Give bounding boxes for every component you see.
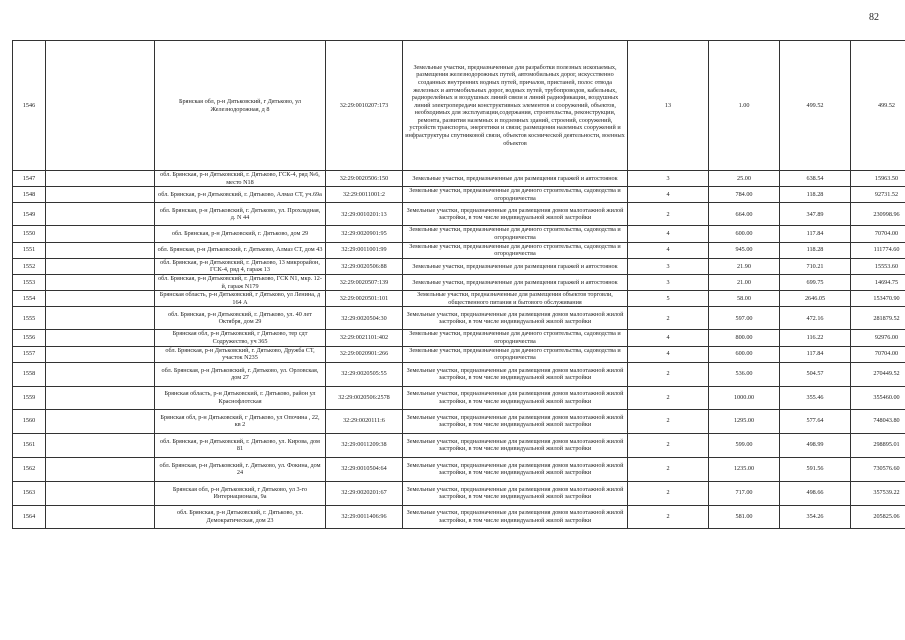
- use-code-cell: 2: [628, 433, 709, 457]
- row-number: 1548: [13, 187, 46, 203]
- table-row: [13, 386, 905, 409]
- row-number: 1561: [13, 433, 46, 457]
- address-cell: обл. Брянская, р-н Дятьковский, г. Дятьково, Алмаз СТ, уч.69а: [155, 187, 326, 203]
- specific-value-cell: 117.84: [780, 346, 851, 362]
- cadastral-value-cell: 70704.00: [851, 346, 905, 362]
- land-use-cell: Земельные участки, предназначенные для размещения гаражей и автостоянок: [403, 274, 628, 290]
- land-use-cell: Земельные участки, предназначенные для размещения домов малоэтажной жилой застройки, в том числе индивидуальной жилой застройки: [403, 203, 628, 226]
- address-cell: обл. Брянская, р-н Дятьковский, г. Дятьково, ГСК-4, ряд №6, место N18: [155, 171, 326, 187]
- cadastral-number-cell: 32:29:0010201:13: [326, 203, 403, 226]
- cadastral-number-cell: 32:29:0020506:2578: [326, 386, 403, 409]
- cadastral-number-cell: 32:29:0010207:173: [326, 41, 403, 171]
- specific-value-cell: 638.54: [780, 171, 851, 187]
- address-cell: обл. Брянская, р-н Дятьковский, г. Дятьково, Алмаз СТ, дом 43: [155, 242, 326, 258]
- specific-value-cell: 2646.05: [780, 291, 851, 307]
- use-code-cell: 2: [628, 505, 709, 528]
- specific-value-cell: 118.28: [780, 187, 851, 203]
- use-code-cell: 2: [628, 362, 709, 386]
- table-row: [13, 171, 905, 187]
- address-cell: Брянская обл, р-н Дятьковский, г Дятьково, ул Железнодорожная, д 8: [155, 41, 326, 171]
- address-cell: обл. Брянская, р-н Дятьковский, г. Дятьково, 13 микрорайон, ГСК-4, ряд 4, гараж 13: [155, 258, 326, 274]
- row-number: 1555: [13, 307, 46, 330]
- use-code-cell: 5: [628, 291, 709, 307]
- use-code-cell: 4: [628, 187, 709, 203]
- blank-cell: [46, 433, 155, 457]
- table-row: [13, 187, 905, 203]
- address-cell: Брянская обл, р-н Дятьковский, г Дятьково, ул Опочина , 22, кв 2: [155, 409, 326, 433]
- table-row: [13, 346, 905, 362]
- cadastral-value-cell: 298895.01: [851, 433, 905, 457]
- area-cell: 599.00: [709, 433, 780, 457]
- blank-cell: [46, 171, 155, 187]
- row-number: 1556: [13, 330, 46, 346]
- land-use-cell: Земельные участки, предназначенные для размещения домов малоэтажной жилой застройки, в том числе индивидуальной жилой застройки: [403, 481, 628, 505]
- area-cell: 58.00: [709, 291, 780, 307]
- cadastral-number-cell: 32:29:0020506:88: [326, 258, 403, 274]
- page-number: 82: [869, 12, 879, 23]
- row-number: 1560: [13, 409, 46, 433]
- land-use-cell: Земельные участки, предназначенные для размещения домов малоэтажной жилой застройки, в том числе индивидуальной жилой застройки: [403, 457, 628, 481]
- area-cell: 1295.00: [709, 409, 780, 433]
- specific-value-cell: 498.99: [780, 433, 851, 457]
- area-cell: 1000.00: [709, 386, 780, 409]
- address-cell: обл. Брянская, р-н Дятьковский, г. Дятьково, дом 29: [155, 226, 326, 242]
- address-cell: Брянская обл, р-н Дятьковский, г Дятьково, тер сдт Содружество, уч 365: [155, 330, 326, 346]
- table-row: [13, 457, 905, 481]
- specific-value-cell: 504.57: [780, 362, 851, 386]
- blank-cell: [46, 291, 155, 307]
- use-code-cell: 4: [628, 242, 709, 258]
- use-code-cell: 2: [628, 481, 709, 505]
- cadastral-value-cell: 281879.52: [851, 307, 905, 330]
- table-row: [13, 481, 905, 505]
- row-number: 1550: [13, 226, 46, 242]
- specific-value-cell: 699.75: [780, 274, 851, 290]
- land-use-cell: Земельные участки, предназначенные для размещения объектов торговли, общественного питания и бытового обслуживания: [403, 291, 628, 307]
- specific-value-cell: 499.52: [780, 41, 851, 171]
- row-number: 1547: [13, 171, 46, 187]
- area-cell: 945.00: [709, 242, 780, 258]
- use-code-cell: 4: [628, 226, 709, 242]
- address-cell: Брянская обл, р-н Дятьковский, г Дятьково, ул 3-го Интернационала, 9а: [155, 481, 326, 505]
- land-use-cell: Земельные участки, предназначенные для дачного строительства, садоводства и огородничества: [403, 187, 628, 203]
- blank-cell: [46, 274, 155, 290]
- cadastral-value-cell: 357539.22: [851, 481, 905, 505]
- table-row: [13, 409, 905, 433]
- specific-value-cell: 116.22: [780, 330, 851, 346]
- address-cell: обл. Брянская, р-н Дятьковский, г. Дятьково, ул. Демократическая, дом 23: [155, 505, 326, 528]
- specific-value-cell: 355.46: [780, 386, 851, 409]
- blank-cell: [46, 362, 155, 386]
- area-cell: 664.00: [709, 203, 780, 226]
- cadastral-number-cell: 32:29:0021101:402: [326, 330, 403, 346]
- row-number: 1546: [13, 41, 46, 171]
- table-row: [13, 274, 905, 290]
- specific-value-cell: 577.64: [780, 409, 851, 433]
- row-number: 1562: [13, 457, 46, 481]
- cadastral-number-cell: 32:29:0020901:266: [326, 346, 403, 362]
- row-number: 1551: [13, 242, 46, 258]
- blank-cell: [46, 187, 155, 203]
- area-cell: 25.00: [709, 171, 780, 187]
- cadastral-value-cell: 748043.80: [851, 409, 905, 433]
- land-use-cell: Земельные участки, предназначенные для размещения домов малоэтажной жилой застройки, в том числе индивидуальной жилой застройки: [403, 505, 628, 528]
- land-use-cell: Земельные участки, предназначенные для дачного строительства, садоводства и огородничества: [403, 242, 628, 258]
- area-cell: 21.00: [709, 274, 780, 290]
- area-cell: 784.00: [709, 187, 780, 203]
- address-cell: обл. Брянская, р-н Дятьковский, г. Дятьково, ул. Орловская, дом 27: [155, 362, 326, 386]
- specific-value-cell: 591.56: [780, 457, 851, 481]
- land-use-cell: Земельные участки, предназначенные для размещения гаражей и автостоянок: [403, 171, 628, 187]
- blank-cell: [46, 307, 155, 330]
- land-use-cell: Земельные участки, предназначенные для размещения домов малоэтажной жилой застройки, в том числе индивидуальной жилой застройки: [403, 409, 628, 433]
- cadastral-number-cell: 32:29:0011406:96: [326, 505, 403, 528]
- cadastral-number-cell: 32:29:0020201:67: [326, 481, 403, 505]
- use-code-cell: 2: [628, 307, 709, 330]
- row-number: 1557: [13, 346, 46, 362]
- table-row: [13, 362, 905, 386]
- blank-cell: [46, 242, 155, 258]
- specific-value-cell: 710.21: [780, 258, 851, 274]
- blank-cell: [46, 481, 155, 505]
- blank-cell: [46, 258, 155, 274]
- address-cell: обл. Брянская, р-н Дятьковский, г. Дятьково, ул. 40 лет Октября, дом 29: [155, 307, 326, 330]
- cadastral-number-cell: 32:29:0020506:150: [326, 171, 403, 187]
- area-cell: 600.00: [709, 226, 780, 242]
- land-use-cell: Земельные участки, предназначенные для размещения домов малоэтажной жилой застройки, в том числе индивидуальной жилой застройки: [403, 362, 628, 386]
- use-code-cell: 3: [628, 274, 709, 290]
- area-cell: 581.00: [709, 505, 780, 528]
- specific-value-cell: 472.16: [780, 307, 851, 330]
- blank-cell: [46, 346, 155, 362]
- area-cell: 800.00: [709, 330, 780, 346]
- cadastral-value-cell: 230998.96: [851, 203, 905, 226]
- row-number: 1552: [13, 258, 46, 274]
- blank-cell: [46, 386, 155, 409]
- use-code-cell: 2: [628, 457, 709, 481]
- use-code-cell: 4: [628, 346, 709, 362]
- table-row: [13, 330, 905, 346]
- land-use-cell: Земельные участки, предназначенные для дачного строительства, садоводства и огородничества: [403, 226, 628, 242]
- row-number: 1564: [13, 505, 46, 528]
- address-cell: обл. Брянская, р-н Дятьковский, г. Дятьково, ул. Фокина, дом 24: [155, 457, 326, 481]
- cadastral-number-cell: 32:29:0020901:95: [326, 226, 403, 242]
- cadastral-value-cell: 205825.06: [851, 505, 905, 528]
- blank-cell: [46, 203, 155, 226]
- address-cell: обл. Брянская, р-н Дятьковский, г. Дятьково, ул. Кирова, дом 81: [155, 433, 326, 457]
- address-cell: обл. Брянская, р-н Дятьковский, г. Дятьково, ГСК N1, мкр. 12-й, гараж N179: [155, 274, 326, 290]
- cadastral-number-cell: 32:29:0020505:55: [326, 362, 403, 386]
- land-use-cell: Земельные участки, предназначенные для размещения гаражей и автостоянок: [403, 258, 628, 274]
- blank-cell: [46, 41, 155, 171]
- cadastral-number-cell: 32:29:0011209:38: [326, 433, 403, 457]
- use-code-cell: 2: [628, 409, 709, 433]
- cadastral-value-cell: 14694.75: [851, 274, 905, 290]
- specific-value-cell: 118.28: [780, 242, 851, 258]
- use-code-cell: 3: [628, 171, 709, 187]
- cadastral-value-cell: 92731.52: [851, 187, 905, 203]
- area-cell: 1.00: [709, 41, 780, 171]
- blank-cell: [46, 409, 155, 433]
- cadastral-value-cell: 499.52: [851, 41, 905, 171]
- cadastral-value-cell: 92976.00: [851, 330, 905, 346]
- area-cell: 717.00: [709, 481, 780, 505]
- cadastral-value-cell: 15553.60: [851, 258, 905, 274]
- cadastral-value-cell: 111774.60: [851, 242, 905, 258]
- area-cell: 600.00: [709, 346, 780, 362]
- table-row: [13, 307, 905, 330]
- address-cell: Брянская область, р-н Дятьковский, г Дятьково, ул Ленина, д 164 А: [155, 291, 326, 307]
- table-row: [13, 41, 905, 171]
- land-use-cell: Земельные участки, предназначенные для дачного строительства, садоводства и огородничества: [403, 330, 628, 346]
- land-use-cell: Земельные участки, предназначенные для размещения домов малоэтажной жилой застройки, в том числе индивидуальной жилой застройки: [403, 307, 628, 330]
- table-row: [13, 258, 905, 274]
- land-use-cell: Земельные участки, предназначенные для дачного строительства, садоводства и огородничества: [403, 346, 628, 362]
- table-row: [13, 242, 905, 258]
- table-row: [13, 433, 905, 457]
- cadastral-number-cell: 32:29:0011001:99: [326, 242, 403, 258]
- address-cell: обл. Брянская, р-н Дятьковский, г. Дятьково, Дружба СТ, участок N235: [155, 346, 326, 362]
- cadastral-value-table: [12, 40, 905, 529]
- land-use-cell: Земельные участки, предназначенные для размещения домов малоэтажной жилой застройки, в том числе индивидуальной жилой застройки: [403, 386, 628, 409]
- table-row: [13, 203, 905, 226]
- row-number: 1554: [13, 291, 46, 307]
- use-code-cell: 4: [628, 330, 709, 346]
- land-use-cell: Земельные участки, предназначенные для разработки полезных ископаемых, размещения железнодорожных путей, автомобильных дорог, искусственно созданных внутренних водных путей, причалов, пристаней, полос отвода железных и автомобильных дорог, водных путей, трубопроводов, кабельных, радиорелейных и воздушных линий связи и линий радиофикации, воздушных линий электропередачи конструктивных элементов и сооружений, объектов, необходимых для эксплуатации,содержания, строительства, реконструкции, ремонта, развития наземных и подземных зданий, строений, сооружений, устройств транспорта, энергетики и связи; размещения наземных сооружений и инфраструктуры спутниковой связи, объектов космической деятельности, военных объектов: [403, 41, 628, 171]
- cadastral-value-cell: 270449.52: [851, 362, 905, 386]
- cadastral-value-cell: 153470.90: [851, 291, 905, 307]
- cadastral-value-cell: 15963.50: [851, 171, 905, 187]
- cadastral-value-cell: 730576.60: [851, 457, 905, 481]
- specific-value-cell: 498.66: [780, 481, 851, 505]
- area-cell: 1235.00: [709, 457, 780, 481]
- blank-cell: [46, 505, 155, 528]
- row-number: 1549: [13, 203, 46, 226]
- blank-cell: [46, 226, 155, 242]
- cadastral-value-cell: 70704.00: [851, 226, 905, 242]
- cadastral-number-cell: 32:29:0020504:30: [326, 307, 403, 330]
- use-code-cell: 3: [628, 258, 709, 274]
- cadastral-number-cell: 32:29:0011001:2: [326, 187, 403, 203]
- use-code-cell: 2: [628, 386, 709, 409]
- table-row: [13, 291, 905, 307]
- cadastral-number-cell: 32:29:0020501:101: [326, 291, 403, 307]
- cadastral-number-cell: 32:29:0010504:64: [326, 457, 403, 481]
- blank-cell: [46, 457, 155, 481]
- address-cell: обл. Брянская, р-н Дятьковский, г. Дятьково, ул. Прохладная, д. N 44: [155, 203, 326, 226]
- area-cell: 597.00: [709, 307, 780, 330]
- row-number: 1563: [13, 481, 46, 505]
- table-row: [13, 226, 905, 242]
- cadastral-number-cell: 32:29:0020507:139: [326, 274, 403, 290]
- area-cell: 536.00: [709, 362, 780, 386]
- row-number: 1558: [13, 362, 46, 386]
- specific-value-cell: 347.89: [780, 203, 851, 226]
- specific-value-cell: 117.84: [780, 226, 851, 242]
- specific-value-cell: 354.26: [780, 505, 851, 528]
- blank-cell: [46, 330, 155, 346]
- address-cell: Брянская область, р-н Дятьковский, г. Дятьково, район ул Краснофлотская: [155, 386, 326, 409]
- cadastral-value-cell: 355460.00: [851, 386, 905, 409]
- use-code-cell: 2: [628, 203, 709, 226]
- land-use-cell: Земельные участки, предназначенные для размещения домов малоэтажной жилой застройки, в том числе индивидуальной жилой застройки: [403, 433, 628, 457]
- row-number: 1559: [13, 386, 46, 409]
- table-body: [13, 41, 905, 529]
- cadastral-number-cell: 32:29:0020111:6: [326, 409, 403, 433]
- table-row: [13, 505, 905, 528]
- row-number: 1553: [13, 274, 46, 290]
- use-code-cell: 13: [628, 41, 709, 171]
- area-cell: 21.90: [709, 258, 780, 274]
